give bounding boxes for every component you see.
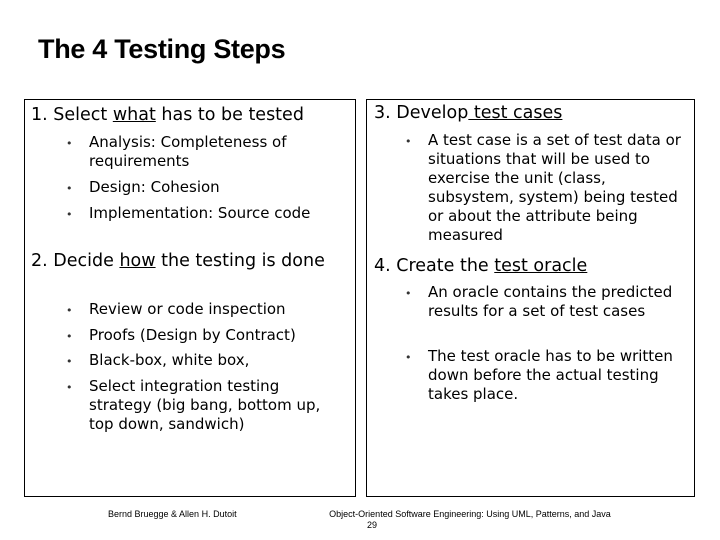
step2-item-text: Select integration testing strategy (big bang, bottom up, top down, sandwich) [89, 377, 321, 433]
step2-item-text: Proofs (Design by Contract) [89, 326, 296, 344]
step2-item-integration [66, 377, 341, 434]
step2-item-proofs [66, 326, 346, 345]
step2-item-blackbox [66, 351, 346, 370]
step3-heading: 3. Develop test cases [374, 103, 563, 123]
bullet-icon: • [66, 208, 73, 221]
footer-authors: Bernd Bruegge & Allen H. Dutoit [108, 509, 237, 519]
step2-heading: 2. Decide how the testing is done [31, 251, 325, 271]
step3-item-definition [405, 131, 693, 245]
bullet-icon: • [66, 137, 73, 150]
step1-item-implementation [66, 204, 336, 223]
step1-item-text: Design: Cohesion [89, 178, 220, 196]
step4-item-written [405, 347, 693, 404]
bullet-icon: • [66, 355, 73, 368]
footer-page-number: 29 [366, 520, 377, 530]
bullet-icon: • [405, 351, 412, 364]
step1-heading: 1. Select what has to be tested [31, 105, 304, 125]
step4-item-text: The test oracle has to be written down before the actual testing takes place. [428, 347, 673, 403]
step4-item-text: An oracle contains the predicted results for a set of test cases [428, 283, 673, 320]
bullet-icon: • [66, 330, 73, 343]
step4-heading: 4. Create the test oracle [374, 256, 588, 276]
slide-title: The 4 Testing Steps [38, 34, 286, 64]
step1-item-text: Implementation: Source code [89, 204, 311, 222]
footer-book: Object-Oriented Software Engineering: Using UML, Patterns, and Java [329, 509, 611, 519]
step3-item-text: A test case is a set of test data or situations that will be used to exercise the unit (class, subsystem, system) being tested or about the attribute being measured [428, 131, 681, 244]
step1-item-text: Analysis: Completeness of requirements [89, 133, 287, 170]
step2-item-text: Review or code inspection [89, 300, 286, 318]
bullet-icon: • [66, 381, 73, 394]
step2-item-text: Black-box, white box, [89, 351, 250, 369]
step2-item-review [66, 300, 346, 319]
step4-item-oracle [405, 283, 693, 321]
step1-item-analysis [66, 133, 336, 171]
bullet-icon: • [66, 304, 73, 317]
step1-item-design [66, 178, 336, 197]
bullet-icon: • [405, 135, 412, 148]
bullet-icon: • [405, 287, 412, 300]
bullet-icon: • [66, 182, 73, 195]
